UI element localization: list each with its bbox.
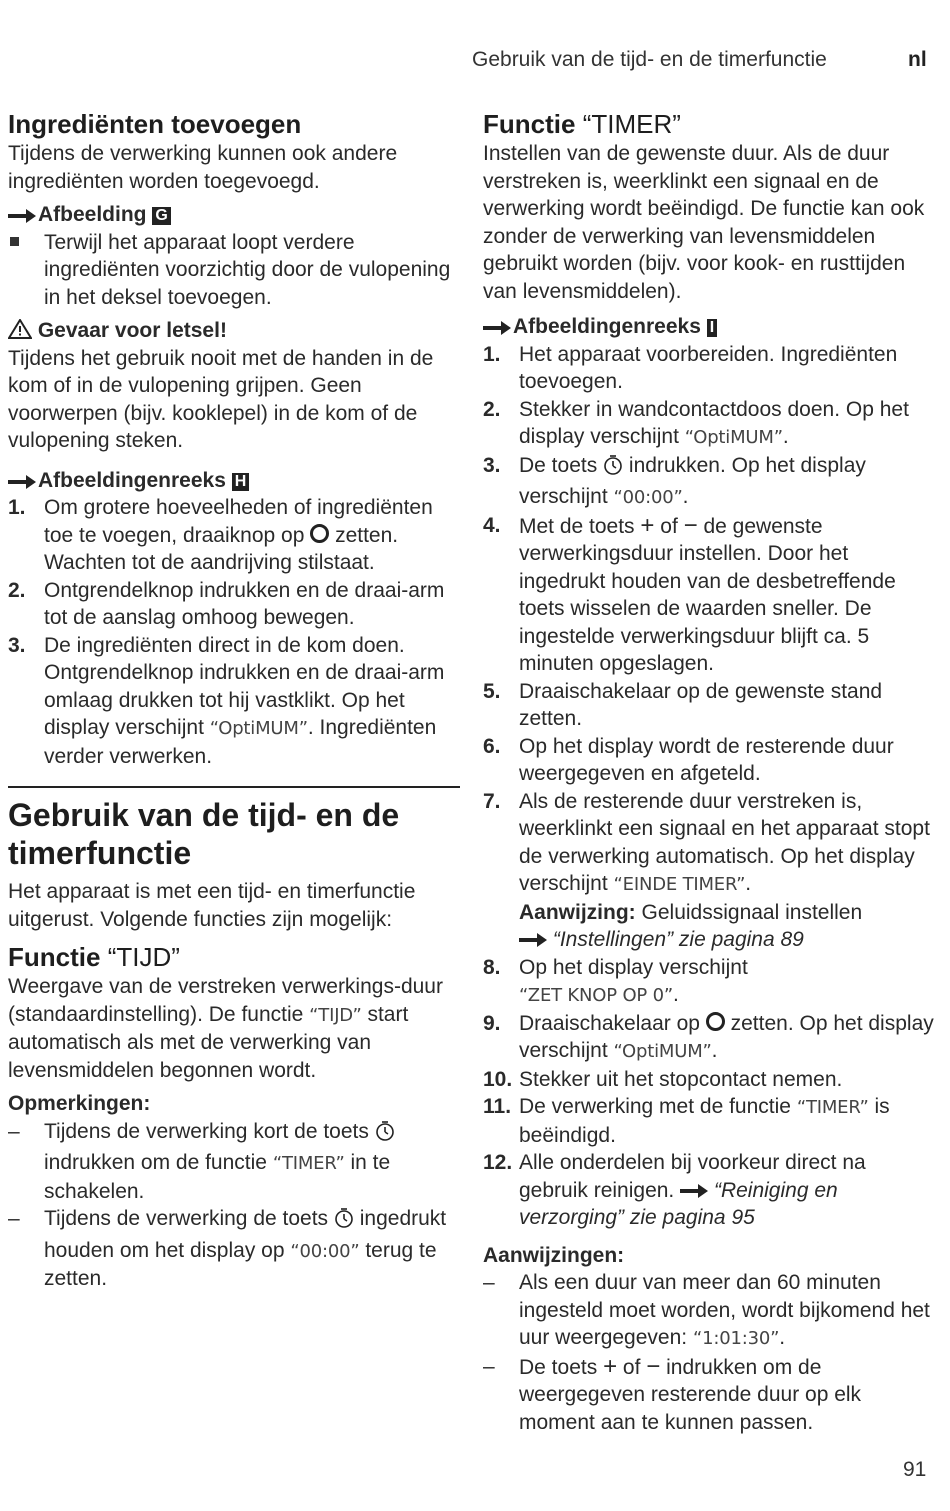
minus-icon: − xyxy=(683,511,698,539)
step-number: 10. xyxy=(483,1067,513,1091)
figure-reference xyxy=(8,201,460,229)
running-header: Gebruik van de tijd- en de timerfunctie xyxy=(472,48,827,71)
list-item xyxy=(483,341,939,396)
note-text: terug te zetten. xyxy=(44,1238,437,1290)
list-item xyxy=(483,1093,939,1149)
arrow-right-icon xyxy=(483,313,513,341)
display-text: “00:00” xyxy=(290,1240,360,1262)
step-text: De ingrediënten direct in de kom doen. Ontgrendelknop indrukken en de draai-arm omlaag drukken tot hij vastklikt. xyxy=(44,633,445,712)
language-code: nl xyxy=(908,48,927,71)
cross-reference-link[interactable]: “Instellingen” zie pagina 89 xyxy=(552,928,804,951)
step-text: Stekker in wandcontactdoos doen. Op het display verschijnt xyxy=(519,397,909,448)
step-text: . xyxy=(782,425,789,448)
list-item xyxy=(8,577,460,632)
steps-list xyxy=(483,341,939,1232)
plus-icon: + xyxy=(640,511,655,539)
list-item xyxy=(483,1066,939,1094)
arrow-right-icon xyxy=(519,928,547,951)
list-item xyxy=(483,452,939,512)
function-tijd-text xyxy=(8,973,460,1084)
step-number: 3. xyxy=(483,453,501,477)
tip-text: De toets xyxy=(519,1355,598,1379)
step-text: De verwerking met de functie xyxy=(519,1095,791,1118)
figure-letter-box: H xyxy=(232,473,250,491)
step-number: 2. xyxy=(483,397,501,421)
figure-reference-label: Afbeelding xyxy=(38,203,147,226)
display-text: “TIMER” xyxy=(272,1153,345,1174)
timer-clock-icon xyxy=(375,1120,395,1150)
list-item xyxy=(483,678,939,733)
step-text: Op het display wordt de resterende duur weergegeven en afgeteld. xyxy=(519,734,894,785)
step-text: Draaischakelaar op xyxy=(519,1011,700,1035)
list-item xyxy=(8,494,460,577)
step-number: 11. xyxy=(483,1095,512,1118)
display-text: “OptiMUM” xyxy=(613,1041,712,1062)
paragraph-text: start automatisch als met de verwerking van levensmiddelen begonnen wordt. xyxy=(8,1002,409,1082)
step-number: 8. xyxy=(483,955,501,979)
note-text: in te schakelen. xyxy=(44,1151,391,1203)
zero-position-icon xyxy=(706,1012,725,1031)
list-item xyxy=(483,512,939,678)
display-text: “00:00” xyxy=(613,487,683,508)
function-name: “TIMER” xyxy=(582,109,681,139)
warning-heading xyxy=(8,317,460,345)
warning-title: Gevaar voor letsel! xyxy=(37,319,227,342)
square-bullet-icon xyxy=(10,237,19,246)
step-text: zetten. Wachten tot de aandrijving stilstaat. xyxy=(44,523,399,574)
list-item xyxy=(483,1269,939,1353)
step-text: indrukken. Op het display verschijnt xyxy=(519,453,866,508)
note-label: Aanwijzing: xyxy=(519,900,636,924)
list-item xyxy=(8,632,460,771)
step-text: Stekker uit het stopcontact nemen. xyxy=(519,1067,843,1091)
display-text: “TIMER” xyxy=(796,1097,869,1118)
display-text: “EINDE TIMER” xyxy=(613,874,746,895)
cross-reference-link[interactable]: “Reiniging en verzorging” zie pagina 95 xyxy=(519,1178,838,1229)
step-text: Het apparaat voorbereiden. Ingrediënten toevoegen. xyxy=(519,342,898,393)
note-text: Geluidssignaal instellen xyxy=(641,900,863,924)
function-name: “TIJD” xyxy=(107,942,180,972)
step-text: Om grotere hoeveelheden of ingrediënten toe te voegen, draaiknop op xyxy=(44,496,433,547)
step-text: de gewenste verwerkingsduur instellen. Door het ingedrukt houden van de desbetreffende toets wisselen de waarden sneller. De ingestelde verwerkingsduur blijft ca. 5 minuten opgeslagen. xyxy=(519,514,896,675)
list-item xyxy=(483,396,939,452)
arrow-right-icon xyxy=(8,201,38,229)
step-text: Op het display verschijnt xyxy=(44,688,405,739)
step-number: 1. xyxy=(8,496,26,519)
display-text: “ZET KNOP OP 0” xyxy=(519,985,673,1006)
step-number: 4. xyxy=(483,513,501,537)
chapter-title: Gebruik van de tijd- en de timerfunctie xyxy=(8,797,400,871)
step-text: Alle onderdelen bij voorkeur direct na gebruik reinigen. xyxy=(519,1151,866,1202)
figure-letter-box: I xyxy=(707,319,717,337)
figure-series-label: Afbeeldingenreeks xyxy=(513,315,701,338)
list-item xyxy=(483,733,939,788)
left-column xyxy=(8,108,460,1293)
step-number: 7. xyxy=(483,789,501,813)
step-text: of xyxy=(660,514,678,538)
notes-label: Opmerkingen: xyxy=(8,1092,151,1115)
dash-bullet: – xyxy=(8,1207,20,1230)
arrow-right-icon xyxy=(680,1179,708,1202)
figure-series-reference xyxy=(8,467,460,495)
step-text: is beëindigd. xyxy=(519,1095,890,1147)
step-text: zetten. Op het display verschijnt xyxy=(519,1011,934,1062)
dash-bullet: – xyxy=(483,1271,495,1294)
note-text: Tijdens de verwerking de toets xyxy=(44,1207,329,1230)
tip-text: indrukken om de weergegeven resterende duur op elk moment aan te kunnen passen. xyxy=(519,1355,862,1434)
minus-icon: − xyxy=(646,1352,661,1380)
note-text: indrukken om de functie xyxy=(44,1151,267,1174)
chapter-intro: Het apparaat is met een tijd- en timerfunctie uitgerust. Volgende functies zijn mogelijk: xyxy=(8,880,416,931)
list-item xyxy=(8,1118,460,1206)
step-number: 6. xyxy=(483,734,501,758)
warning-text: Tijdens het gebruik nooit met de handen in de kom of in de vulopening grijpen. Geen voorwerpen (bijv. kooklepel) in de kom of de vulopening steken. xyxy=(8,346,434,452)
plus-icon: + xyxy=(603,1352,618,1380)
bullet-text: Terwijl het apparaat loopt verdere ingrediënten voorzichtig door de vulopening in het deksel toevoegen. xyxy=(44,230,451,309)
step-text: Met de toets xyxy=(519,514,635,538)
step-number: 9. xyxy=(483,1011,501,1035)
display-text: “OptiMUM” xyxy=(684,427,783,448)
figure-letter-box: G xyxy=(152,207,170,225)
function-timer-title xyxy=(483,108,939,140)
list-item xyxy=(8,1205,460,1293)
display-text: “TIJD” xyxy=(309,1004,362,1026)
step-text: . Ingrediënten verder verwerken. xyxy=(44,716,437,768)
function-tijd-title xyxy=(8,941,460,973)
step-number: 5. xyxy=(483,679,501,703)
list-item xyxy=(483,1149,939,1232)
tip-text: Als een duur van meer dan 60 minuten ingesteld moet worden, wordt bijkomend het uur weergegeven: xyxy=(519,1271,930,1349)
steps-list xyxy=(8,494,460,770)
section-title-ingredients: Ingrediënten toevoegen xyxy=(8,109,302,139)
tips-label: Aanwijzingen: xyxy=(483,1243,625,1267)
step-number: 12. xyxy=(483,1151,513,1174)
step-number: 1. xyxy=(483,342,501,366)
tip-text: . xyxy=(779,1326,786,1349)
list-item xyxy=(483,788,939,954)
page-number: 91 xyxy=(903,1458,927,1481)
tip-text: of xyxy=(622,1355,641,1379)
dash-bullet: – xyxy=(8,1119,20,1143)
zero-position-icon xyxy=(310,524,329,543)
timer-clock-icon xyxy=(603,454,623,484)
step-text: Draaischakelaar op de gewenste stand zetten. xyxy=(519,679,883,730)
step-number: 3. xyxy=(8,633,26,657)
display-text: “1:01:30” xyxy=(692,1328,780,1349)
section-intro: Tijdens de verwerking kunnen ook andere ingrediënten worden toegevoegd. xyxy=(8,142,398,193)
step-text: De toets xyxy=(519,453,598,477)
figure-series-reference xyxy=(483,313,939,341)
step-text: Ontgrendelknop indrukken en de draai-arm tot de aanslag omhoog bewegen. xyxy=(44,578,445,629)
arrow-right-icon xyxy=(8,467,38,495)
function-timer-intro: Instellen van de gewenste duur. Als de duur verstreken is, weerklinkt een signaal en de verwerking wordt beëindigd. De functie kan ook zonder de verwerking van levensmiddelen gebruikt worden (bijv. voor kook- en rusttijden van levensmiddelen). xyxy=(483,142,925,303)
timer-clock-icon xyxy=(334,1207,354,1237)
display-text: “OptiMUM” xyxy=(209,718,308,739)
bullet-item xyxy=(8,229,460,312)
warning-triangle-icon xyxy=(8,319,32,342)
function-label: Functie xyxy=(483,109,576,139)
note-text: ingedrukt houden om het display op xyxy=(44,1207,447,1262)
step-text: Op het display verschijnt xyxy=(519,955,748,979)
step-text: . xyxy=(711,1039,718,1062)
step-text: . xyxy=(682,485,689,508)
step-text: . xyxy=(672,983,679,1006)
right-column xyxy=(483,108,939,1436)
function-label: Functie xyxy=(8,942,101,972)
figure-series-label: Afbeeldingenreeks xyxy=(38,468,226,492)
list-item xyxy=(483,954,939,1010)
step-text: Als de resterende duur verstreken is, weerklinkt een signaal en het apparaat stopt de verwerking automatisch. Op het display verschijnt xyxy=(519,789,930,895)
note-text: Tijdens de verwerking kort de toets xyxy=(44,1119,369,1143)
section-divider xyxy=(8,786,460,872)
list-item xyxy=(483,1353,939,1437)
dash-bullet: – xyxy=(483,1354,495,1378)
step-number: 2. xyxy=(8,578,26,602)
list-item xyxy=(483,1010,939,1066)
paragraph-text: Weergave van de verstreken verwerkings-duur (standaardinstelling). De functie xyxy=(8,975,443,1026)
step-text: . xyxy=(745,872,752,895)
